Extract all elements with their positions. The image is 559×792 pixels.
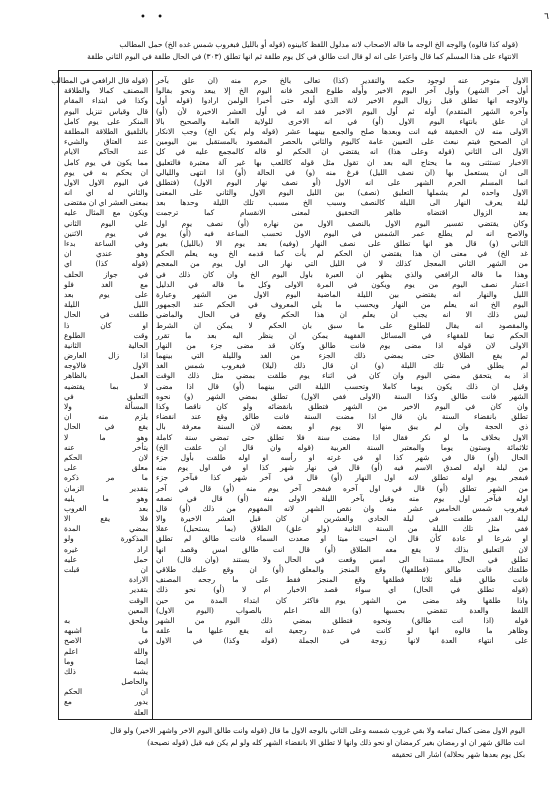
main-text-line: وظاهر ما قالوه انها لو كانت في عدة رجعية انه يقع عليها ما علقه — [156, 626, 528, 636]
margin-text-line: مع الغد فلو — [64, 279, 148, 289]
margin-text-line: يدور مع — [64, 697, 148, 707]
margin-text-line: وهو ما يليه — [64, 493, 148, 503]
main-text-line: ففي مثل تلك الليلة من السنة الثانية (ولو علق) الطلاق (بما يستحيل) عقلا — [156, 524, 528, 534]
margin-text-line: الليل الليلة — [64, 300, 148, 310]
margin-text-line: يشبه ذلك — [64, 666, 148, 676]
margin-text-line: ان قبلت — [64, 565, 148, 574]
margin-text-line: العلة — [133, 707, 148, 717]
main-text-line: لان التعليق بذلك لا يقع معه الطلاق (أو) قال انت طالق امس وقصد انها — [156, 544, 528, 554]
page-dots: • • — [140, 12, 167, 23]
main-text-line: ليس ذلك الا انه يجب ان يعلم ان هذا الحكم وقع في الحال والماضي — [156, 310, 528, 320]
margin-text-line: ويكون مع المثال عليه — [64, 208, 148, 218]
main-text-line: اوله فبآخر اول يوم منه وقيل بآخر الليلة الاولى منه (أو) قال في نصفه — [156, 493, 528, 503]
main-text-line: ثلاثمائة وستون يوما والمعتبر السنة العربية (قوله وان قال ان علقت الخ) — [156, 442, 528, 452]
margin-text-line: بعد الغروب — [64, 503, 148, 513]
main-text-line: (قوله تطلق في الحال) اي سواء قصد الاخبار ام لا (أو) نحو ذلك — [156, 585, 528, 595]
main-text-line: انما المسلم الحرم الشهر على انه الاول (أو نصف نهار اليوم الاول) (فتطلق — [156, 177, 528, 187]
margin-text-line: (قوله كذا) اي — [64, 259, 148, 269]
margin-text-line: يلزم منه ان — [64, 412, 148, 422]
margin-text-line: والحاصل — [121, 677, 148, 687]
main-text-line: بعد الزوال اقتضاه ظاهر التحقيق لمعنى الانقسام كما ترجمت — [156, 208, 528, 218]
margin-text-line: التعليق في — [64, 391, 148, 401]
margin-text-line: ان الحكم — [64, 687, 148, 697]
margin-text-line: بمضي المدة — [64, 524, 148, 534]
margin-text-line: فلا يقع الا — [64, 514, 148, 524]
footnote-line-3: بكل يوم بعدها شهر بحلاله) اشار الى تحقيقه — [391, 750, 525, 759]
margin-text-line: الارادة — [128, 575, 148, 585]
page-number: ٦ — [544, 12, 549, 22]
margin-text-line: في جواز الحلف — [64, 269, 148, 279]
margin-text-line: المنكر على يوم كامل — [64, 116, 148, 126]
margin-text-line: وكذا في ابتداء المقام — [64, 96, 148, 106]
main-text-line: والاوجه انها تطلق قبل زوال اليوم الاخير لانه الذي أوله حتى أخبرا الولمن ارادوا (قوله أول — [156, 96, 528, 106]
main-text-line: وكان يقتضي تفسير اليوم الاول بالنصف الاول من نهاره (أو) نصف يوم اول — [156, 218, 528, 228]
main-text-line: اللفظ والعدة تنقضي بحسبها (و) الله اعلم بالصواب (اليوم الاول) — [156, 605, 528, 615]
margin-text-line: وهو عندي ان — [64, 249, 148, 259]
margin-text-line: بتقدير — [129, 585, 148, 595]
main-text-line: وان كان في اليوم الاخير من الشهر فتطلق بانقضائه ولو كان ناقصا وكذا — [156, 402, 528, 411]
main-text-line: الى ان يستعمل بها (ان نصف الليل) فرغ منه (و) في الحالة (أو) اذا انتهى والليالي — [156, 167, 528, 177]
margin-text-line: وهو ما لا — [64, 432, 148, 442]
margin-text-line: والله اعلم — [64, 646, 148, 656]
main-text-line: ليلة يعرف النهار الى الليلة كالنصف وسبب الخ مسبب تلك الليلة وحدها بعد — [156, 198, 528, 208]
main-text-line: الاول الى الثاني (قوله وعلى هذا) انه يقتضي ان الحكم لو قاله كالمجمع عليه في كل — [156, 147, 528, 157]
main-text-line: من الشهر تطلق (أو) قال في اول آخره فبفجر آخر يوم منه (أو) قال في آخر — [156, 483, 528, 493]
main-text-line: اليوم الخ انه يعلم من النهار ويحسب ما يلي المعروف في الحكم عند الجمهور — [156, 300, 528, 310]
margin-commentary-column — [51, 76, 148, 718]
main-text-line: على انتهاء العدة لانها زوجة في الجملة (قوله وكذا) في الاول — [156, 636, 528, 646]
margin-text-line: ما اشبهه — [64, 626, 148, 636]
main-text-line: طلقتك فانت طالق (فطلقها) وقع المنجز والمعلق (أو) ان وقع عليك طلاقي — [156, 565, 528, 574]
margin-text-line: عند العتاق والشيء — [64, 137, 148, 147]
margin-text-line: وفي الساعة بدءا — [64, 239, 148, 248]
main-text-line: الحكم تبعا للفقهاء في المسائل الفقهية يمكن ان ينظر اليه بعد ما تقرر — [156, 330, 528, 340]
margin-text-line: بالتلفيق الطلاقة المطلقة — [64, 126, 148, 136]
margin-text-line: في الاصح — [64, 636, 148, 646]
margin-text-line: طلقت في الحال — [64, 310, 148, 320]
main-text-line: وآخره الشهر المتقدم) أوله ثم أول اليوم الاخير فقد انه في أول العشر الاخيرة لأن (أو) — [156, 106, 528, 116]
header-note-line-1: (قوله كذا قالوه) والوجه الخ الوجه ما قاله الاصحاب لانه مدلول اللفظ كابينوه (قوله أو بالليل فبغروب شمس غده الخ) حمل المطالب — [119, 40, 518, 49]
margin-text-line: على يوم بعد — [64, 289, 148, 299]
main-text-line: الاولى لان قوله اذا مضى يوم فانت طالق وكان قد مضى جزء من النهار — [156, 340, 528, 350]
margin-text-line: بتقدير الزمان — [64, 483, 148, 493]
main-text-line: فبفجر يوم اوله تطلق لانه اول النهار (أو) قال في آخر شهر كذا فبآخر جزء — [156, 473, 528, 483]
margin-text-line: ايضا وما — [64, 656, 148, 666]
margin-text-line: ان يحكم به في يوم — [64, 167, 148, 177]
main-text-line: الشهر فانت طالق وكذا السنة (الاولى ففي الاول) تطلق بمضي الشهر (و) نحوه — [156, 391, 528, 401]
main-text-line: ان علق بانتهاء اليوم الاول (أو) في انه الاخرى للولاية العامة والصحيح بالا — [156, 116, 528, 126]
main-text-line: من الشهر الثاني المعجل كذلك لا في الليل التي نهار الى اول يوم من المعجم — [156, 259, 528, 269]
main-text-line: الاول بخلاف ما لو نكر فقال اذا مضت سنة فلا تطلق حتى تمضي سنة كاملة — [156, 432, 528, 442]
main-text-line: تطلق بانقضاء السنة بان قال اذا مضت السنة فانت طالق وقع عند انقضاء — [156, 412, 528, 422]
main-text-line: ذي الحجة وان لم يبق منها الا يوم او بعضه لان السنة معرفة بال — [156, 422, 528, 432]
margin-text-line: الوقت — [129, 595, 148, 605]
main-text-line: غد الخ) في معنى ان هذا يقتضي ان الحكم لم يأت كما قدمه الخ وبه يعلم الحكم — [156, 249, 528, 259]
margin-text-line: ما مر ذكره — [64, 473, 148, 483]
main-text-line: اذ به يتحقق مضي اليوم وان كان في اثناء يوم طلقت بمضي مثل ذلك الوقت — [156, 371, 528, 381]
margin-text-line: (قوله قال الرافعي في المطالب — [51, 76, 148, 85]
margin-text-line: العمل بالظاهر — [64, 371, 148, 381]
main-text-line: قوله (اذا انت طالق) ونحوه فتطلق بمضي ذلك اليوم من الشهر — [156, 615, 528, 625]
main-text-line: وقيل ان ذلك يكون يوما كاملا وتحسب الليلة التي بينهما (أو) قال اذا مضى — [156, 381, 528, 391]
margin-text-line: الحالية الثانية — [64, 340, 148, 350]
column-divider — [152, 70, 153, 720]
margin-text-line: علي اليوم الثاني — [64, 218, 148, 228]
header-note-line-2: الانتهاء على هذا المسلم كما قال واعترا على انه لو قال انت طالق في كل يوم طلقة ثم انها تطلق (٣٠٣) في الحال طلقة في اليوم الثاني طلقة — [87, 52, 518, 61]
margin-text-line: اراد غيره — [64, 544, 148, 554]
margin-text-line: الاول فالاوجه — [64, 361, 148, 371]
main-text-line: الاخبار تستثنى وبه ما يحتاج اليه بعد ان تقول مثل قوله كاللعب بها غير آلة معتبرة فالتعليق — [156, 157, 528, 167]
main-text-line: ليلة القدر طلقت في ليلة الحادي والعشرين ان كان قبل العشر الاخيرة والا — [156, 514, 528, 524]
margin-text-line: مما يكون في يوم كامل — [64, 157, 148, 167]
margin-text-line: ويلحق به — [64, 615, 148, 625]
main-text-line: لم يقع الطلاق حتى يمضي ذلك الجزء من الغد والليلة التي بينهما — [156, 351, 528, 361]
main-text-line: وهذا ما قاله الرافعي والذي يظهر ان العبرة باول اليوم الخ وان كان ذلك في — [156, 269, 528, 279]
margin-text-line: المعين — [128, 605, 148, 615]
main-text-line: واذا طلقها وقد مضى من الشهر يوم فاكثر كان ابتداء المدة من حين — [156, 595, 528, 605]
footnote-line-1: اليوم الاول مضى كمال تمامه ولا بقي غروب شمسه وعلى الثاني بالوجه الاول ما قال (قوله وانت طالق اليوم الاخر واشهر الاخير) ولو قال — [110, 726, 525, 735]
main-text-column — [156, 76, 528, 647]
margin-text-line: يقع في الحال — [64, 422, 148, 432]
margin-text-line: او كان ذا — [64, 320, 148, 330]
main-text-line: الاولى منه لان الحقيقة فيه انت وبعدها صلح والجمع بينهما عشر (قوله ولم يكن الخ) وجب الانكار — [156, 126, 528, 136]
main-text-line: او شرعا او عادة كأن قال ان احييت ميتا او صعدت السماء فانت طالق لم تطلق — [156, 534, 528, 544]
main-text-line: فبغروب شمس الخامس عشر منه وان نقص الشهر لانه المفهوم من ذلك (أو) قال — [156, 503, 528, 513]
main-text-line: الثاني (و) قال هو انها تطلق على نصف النهار (وفيه) بعد يوم الا (بالليل) بغير — [156, 239, 528, 248]
margin-text-line: معلق على — [64, 463, 148, 473]
main-text-line: لم يطلق في تلك الليلة (و) ان قال ذلك (ليلا) فبغروب شمس الغد — [156, 361, 528, 371]
margin-text-line: يتأخر عنه — [64, 442, 148, 452]
main-text-line: أول آخر الشهر) وأول آخر اليوم الاخير وأوله طلوع الفجر فانه اليوم الخ إلا يبعد ونحو بقالوا — [156, 86, 528, 96]
footnote-line-2: انت طالق شهر ان او رمضان بغير كرمضان او نحو ذلك وانها لا تطلق الا بانقضاء الشهر كله ولو لم يكن فيه قيل (قوله نصيحة) — [147, 738, 525, 747]
main-text-line: تطلق في الحال مستندا الى امس وقعت في الحال ولا يستند (وان قال) ان — [156, 554, 528, 564]
main-text-line: والاصح انه لم يطلع عمر الشمس في اليوم الاول تحسب الساعة فيه (أو) يوم — [156, 228, 528, 238]
main-text-line: فانت طالق قبله ثلاثا فطلقها وقع المنجز فقط على ما رجحه المصنف — [156, 575, 528, 585]
main-text-line: اعتبار نصف اليوم من يوم ويكون في المرة الاولى وكل ما قاله في الدليل — [156, 279, 528, 289]
margin-text-line: المذكورة ولو — [64, 534, 148, 544]
margin-text-line: وقت الطلوع — [64, 330, 148, 340]
main-text-line: والمقصود انه يقال للطلوع على ما سبق بان الحكم لا يمكن ان الشرط — [156, 320, 528, 330]
margin-text-line: بمعنى العشر اي ان مقتضى — [63, 198, 148, 208]
main-text-line: من ليلة اوله لصدق الاسم فيه (أو) قال في نهار شهر كذا او في اول يوم منه — [156, 463, 528, 473]
margin-text-line: والثاني له اي انه — [64, 188, 148, 198]
margin-text-line: في اليوم الاول الاول — [64, 177, 148, 187]
margin-text-line: لا بما يقتضيه — [64, 381, 148, 391]
main-text-line: الليل والنهار انه يقتضي بين الليلة الماضية اليوم الاول من الشهر وعبارة — [156, 289, 528, 299]
margin-text-line: اذا زال العارض — [64, 351, 148, 361]
margin-text-line: المسألة ولا — [64, 402, 148, 411]
main-text-line: الاول متوخر عنه لوجود حكمه والتقدير (كذا) تعالى بالخ حرم منه (ان علق بآخر — [156, 76, 528, 85]
margin-text-line: عند الحاكم الايام — [64, 147, 148, 157]
margin-text-line: المصنف كمالا والطلاقة — [64, 86, 148, 96]
margin-text-line: حمل عليه — [64, 554, 148, 564]
main-text-line: ان الصحيح فيتم نبعث على التعيين عامة كاليوم والثاني بالحصر المقصود بالمستقبل بين اليومين — [156, 137, 528, 147]
margin-text-line: لان الحكم — [64, 452, 148, 462]
main-text-line: الاول واحده لم يشملها التعليق (نصف) بين الليل اليوم الاول والثاني على المعنى — [156, 188, 528, 198]
margin-text-line: قال وقياس تنزيل اليوم — [64, 106, 148, 116]
main-text-line: الحال (أو) قال في شهر كذا او في غرته او رأسه او اوله طلقت بأول جزء — [156, 452, 528, 462]
margin-text-line: في يوم الاثنين — [64, 228, 148, 238]
